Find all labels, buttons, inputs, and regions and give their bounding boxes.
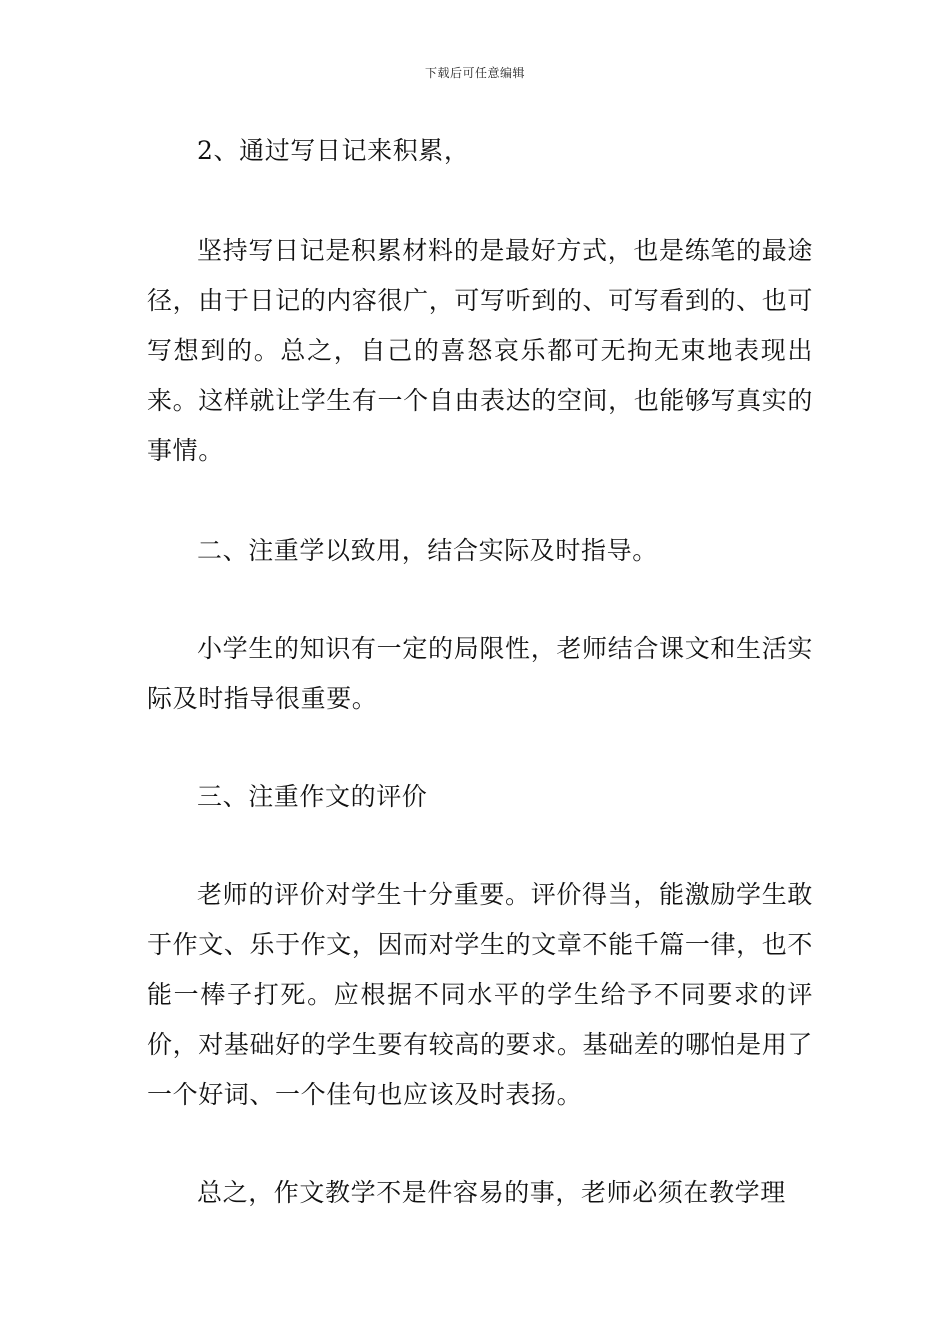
page-header: 下载后可任意编辑 <box>424 66 525 80</box>
paragraph-diary-heading: 2、通过写日记来积累， <box>197 136 470 165</box>
paragraph-section-three-body: 老师的评价对学生十分重要。评价得当，能激励学生敢于作文、乐于作文，因而对学生的文章不能千篇一律，也不能一棒子打死。应根据不同水平的学生给予不同要求的评价，对基础好的学生要有较高的要求。基础差的哪怕是用了一个好词、一个佳句也应该及时表扬。 <box>147 880 813 1109</box>
document-body <box>147 126 813 1218</box>
paragraph-section-three-heading: 三、注重作文的评价 <box>197 782 428 811</box>
paragraph-section-two-heading: 二、注重学以致用，结合实际及时指导。 <box>197 536 658 565</box>
paragraph-section-two-body: 小学生的知识有一定的局限性，老师结合课文和生活实际及时指导很重要。 <box>147 634 813 713</box>
paragraph-conclusion: 总之，作文教学不是件容易的事，老师必须在教学理 <box>197 1178 786 1207</box>
paragraph-diary-body: 坚持写日记是积累材料的是最好方式，也是练笔的最途径，由于日记的内容很广，可写听到的、可写看到的、也可写想到的。总之，自己的喜怒哀乐都可无拘无束地表现出来。这样就让学生有一个自由表达的空间，也能够写真实的事情。 <box>147 236 813 465</box>
